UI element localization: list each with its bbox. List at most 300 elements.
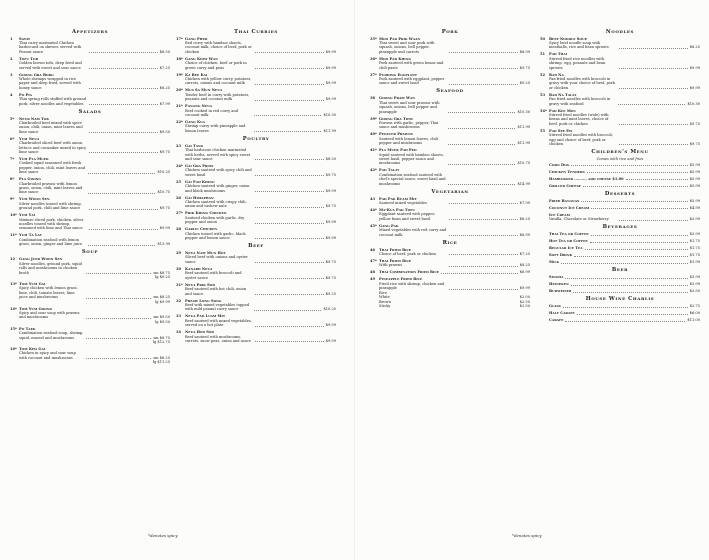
item-number: 44* [370,208,377,213]
dot-leader [449,235,517,236]
menu-item [176,196,336,209]
menu-item [370,224,530,237]
dot-leader [590,242,688,243]
menu-item [176,88,336,101]
item-description: Beef sauteed with mixed vegetables, served on a hot plate [185,318,252,328]
item-number: 43 [370,196,376,201]
item-description-row [176,184,336,193]
item-option-price: lg $9.50 [155,319,170,324]
item-name: Grilled Cheese [549,183,582,188]
item-price: $9.99 [519,286,531,291]
menu-item [540,253,700,257]
item-description-row [370,228,530,237]
item-option-label [19,360,153,364]
item-name: Yum Yai [19,213,36,218]
item-description-row [10,238,170,247]
menu-item [10,197,170,210]
item-price: $9.75 [325,172,337,177]
menu-item-row [540,177,700,181]
item-description: Stirred fried noodles (wide) with beans and mint leaves, choice of beef, pork or chicken [549,112,609,126]
item-name: Rad Na Talay [549,92,577,97]
dot-leader [89,88,157,89]
menu-item [540,311,700,315]
item-description-row [370,282,530,291]
item-option-price: lg $9.99 [155,299,170,304]
item-description: Pork sauteed with eggplant, pepper sauce and sweet basil [379,76,445,86]
item-number: 45* [370,223,377,228]
menu-column-4 [540,26,700,325]
section-title: Beer [611,267,629,274]
dot-leader [255,68,323,69]
item-description: Silver noodles tossed with shrimp, ground pork, chili and lime sauce [19,201,82,211]
menu-item-row [540,246,700,250]
menu-item [10,137,170,155]
menu-item [540,246,700,250]
item-name: Thai Tea or Coffee [549,232,589,237]
item-price: $9.75 [325,204,337,209]
item-number: 51 [540,52,546,57]
dot-leader [255,223,323,224]
menu-item [176,57,336,70]
item-price: $7.99 [519,201,531,206]
menu-item [370,270,530,274]
item-description: Chicken sauteed with ginger, onion and black mushrooms [185,184,250,193]
item-description: Pan fried noodles with broccoli in gravy with seafood [549,97,611,106]
menu-item [370,96,530,114]
item-number: 46 [370,247,376,252]
item-description-row [540,217,700,221]
item-description: Whole shrimps wrapped in rice paper and deep fried, served with honey sauce [19,76,81,90]
item-name: Gang Jued Woon Sen [19,257,63,262]
item-price: $5.99 [689,162,700,167]
item-number: 36* [370,56,377,61]
item-name: Ice Cream [549,212,570,217]
item-name: Gang Phed [185,36,208,41]
dot-leader [89,68,157,69]
item-name: Neua Pad Luam Mit [185,314,226,319]
dot-leader [626,179,688,180]
item-description-row [176,287,336,296]
dot-leader [254,131,321,132]
item-number: 3 [10,72,13,77]
dot-leader [618,104,685,105]
item-price: $10.75 [157,190,171,195]
item-description-row [540,41,700,50]
item-name: Gai Tang [185,143,204,148]
item-description-row [540,113,700,126]
item-name: Tom Yum Goong [19,306,53,311]
item-price: $1.99 [689,260,700,265]
item-number: 27* [176,211,183,216]
item-option-row [10,320,170,324]
item-price: $8.25 [519,263,531,268]
item-number: 9* [10,197,15,202]
item-description: Fried rice with shrimp, chicken and pineapple [379,281,445,291]
item-number: 52 [540,72,546,77]
item-description: Beef sauteed with mushrooms, carrots, snow peas, onion and sauce [185,334,252,343]
menu-item [370,148,530,166]
dot-leader [255,84,323,85]
menu-item [10,327,170,345]
menu-item [176,37,336,55]
item-description-row [176,148,336,161]
dot-leader [449,68,517,69]
item-number: 16* [10,346,17,351]
dot-leader [565,321,685,322]
item-description: Squid sauteed with bamboo shoots, sweet basil, pepper sauce and mushrooms [379,152,444,166]
page-fold [354,0,355,560]
item-description: Sauteed mixed vegetables [379,201,427,206]
menu-item [176,330,336,343]
dot-leader [254,115,321,116]
dot-leader [574,256,688,257]
item-price: $9.75 [159,150,171,154]
menu-item [176,180,336,193]
dot-leader [89,104,157,105]
dot-leader [255,100,323,101]
item-price: $8.50 [159,49,171,54]
menu-item [540,73,700,91]
menu-item [540,109,700,127]
item-number: 30 [176,266,182,271]
menu-item [10,213,170,231]
section-title: Thai Curries [234,28,278,35]
item-name: Pla Muek Pad Ped [379,148,417,153]
item-description: Choice of beef, pork or chicken [379,252,436,257]
item-description-row [176,303,336,312]
item-price: $10.50 [687,101,701,106]
item-description-row [176,216,336,225]
item-name: Po Taek [19,326,36,331]
item-option-row [370,304,530,308]
item-description: Spicy chicken with lemon grass, lime, chili, tomato leaves, lime juice and mushrooms [19,286,78,300]
item-price: $9.99 [325,188,337,193]
menu-item-row [540,253,700,257]
item-price: $8.25 [519,216,531,221]
item-number: 21* [176,104,183,109]
item-description-row [370,212,530,221]
item-name: Chicken Tenders [549,169,585,174]
menu-item [540,93,700,106]
item-description: Sliced beef with onions and oyster sauce [185,255,248,264]
dot-leader [255,294,323,295]
item-description-row [370,137,530,146]
dot-leader [448,144,515,145]
item-number: 5* [10,116,15,121]
item-price: $2.75 [689,304,700,309]
item-option-label: White [379,295,390,300]
item-number: 20* [176,88,183,93]
item-description-row [10,121,170,134]
item-price: $10.75 [517,161,531,166]
item-price: $9.99 [325,65,337,70]
item-price: $4.99 [689,205,700,210]
dot-leader [89,152,157,153]
item-price: $9.75 [689,142,701,146]
dot-leader [255,238,323,239]
menu-item-row [540,304,700,308]
item-description-row [10,218,170,231]
item-option-price: lg $11.25 [152,360,170,365]
dot-leader [89,132,157,133]
item-description-row [176,93,336,102]
item-price: $8.99 [519,270,530,275]
item-price: $9.99 [159,226,171,231]
menu-item [540,213,700,222]
item-name: Kanard Neua [185,266,213,271]
section-title: Beverages [602,224,638,231]
menu-item [10,117,170,135]
item-description: Thai curry marinated Chicken barbecued on skewer, served with Peanut sauce [19,40,82,54]
menu-item-row [540,289,700,293]
item-number: 48 [370,270,376,275]
item-price: $6.00 [689,311,700,316]
menu-item [370,259,530,268]
item-number: 2 [10,56,13,61]
dot-leader [448,128,515,129]
menu-item-row [540,318,700,322]
dot-leader [563,307,688,308]
item-name: Soft Drink [549,253,573,258]
item-name: Gang Kua [185,119,205,124]
item-number: 26 [176,195,182,200]
item-description-row [176,200,336,209]
item-name: Yum Pla Muek [19,157,49,161]
item-name: Milk [549,260,560,265]
menu-item [540,199,700,203]
dot-leader [254,310,321,311]
item-description-row [176,271,336,280]
spicy-footnote-right: *denotes spicy [512,533,542,538]
item-description: With prawns [379,263,403,268]
item-price: $3.99 [689,275,700,280]
item-description-row [10,41,170,54]
menu-item [540,232,700,236]
item-name: Pineapple Fried Rice [379,277,423,282]
item-price: $9.25 [519,81,531,86]
item-name: Tom Yum Gai [19,281,46,286]
dot-leader [255,175,323,176]
menu-item [176,164,336,177]
item-name: Pad Kee Mou [549,108,577,113]
item-description: Charbroiled beef mixed with spice onion, chili, onion, mint leaves and lime sauce [19,120,83,134]
item-price: $3.50 [689,289,700,294]
item-description-row [176,255,336,264]
item-description: Shrimp curry with pineapple and lemon leaves [185,124,246,133]
menu-item [540,37,700,50]
item-name: Preaw Long Song [185,298,222,303]
item-number: 10* [10,213,17,218]
item-description: Chicken sauteed with spicy chili and sweet basil [185,168,252,177]
item-number: 31* [176,282,183,287]
item-description: Beef with mixed vegetables topped with mild peanut curry sauce [185,302,250,312]
item-description: Beef cooked in red curry and coconut milk [185,108,239,117]
menu-item [176,120,336,133]
menu-item-row [540,239,700,243]
item-description-row [10,286,170,299]
item-price: $8.50 [325,157,337,161]
item-price: $9.75 [325,259,337,264]
dot-leader [255,159,323,160]
item-option-label [19,320,155,324]
menu-item [540,260,700,264]
item-description-row [10,97,170,106]
item-description-row [10,202,170,211]
item-name: Satay [19,36,31,41]
menu-item [10,257,170,279]
item-name: Pudding Eggplant [379,72,418,77]
item-description-row [540,57,700,70]
dot-leader [619,144,687,145]
item-number: 32 [176,298,182,303]
item-price: $10.25 [323,307,337,312]
dot-leader [88,193,155,194]
dot-leader [89,209,157,210]
dot-leader [449,52,517,53]
item-option-price: $2.00 [519,295,530,300]
menu-item [370,117,530,130]
item-description: Thai barbecue chicken marinated with herbs, served with spicy sweet and sour sauce [185,148,251,161]
item-name: Thai Combination Fried Rice [379,270,440,275]
item-name: Gai Himaphan [185,195,214,200]
item-description-row [370,173,530,186]
item-name: Regular Ice Tea [549,246,583,251]
item-description: Stirred fried noodles with broccoli, egg and choice of beef, pork or chicken [549,133,613,146]
menu-item [540,318,700,322]
item-price: $9.99 [325,220,337,225]
section-title: House Wine Chablis [585,296,655,303]
item-description: Beef sauteed with broccoli and oyster sauce [185,271,242,280]
item-description-row [370,263,530,267]
item-option-price: $2.50 [519,299,530,304]
item-name: Mus Sa Mun Neua [185,88,223,93]
item-description: Thai sweet and sour pork with squash, onions, bell pepper, pineapple and carrots [379,40,435,54]
item-name: Thai Fried Rice [379,247,412,252]
item-name: Goong Gra Tiem [379,116,413,121]
item-name: Beef Noodle Soup [549,36,587,41]
dot-leader [619,124,687,125]
item-price: $1.75 [689,253,700,258]
dot-leader [573,292,687,293]
item-price: $11.99 [517,125,531,130]
item-name: Fried Bananas [549,198,580,203]
item-name: Thai Fried Rice [379,259,412,264]
dot-leader [86,338,151,339]
item-price: $7.25 [159,65,171,70]
item-description-row [10,141,170,154]
menu-item-row [540,170,700,174]
item-description: Eggplant sauteed with pepper, yellow bean and sweet basil [379,212,435,221]
menu-item [370,208,530,221]
item-number: 54* [540,108,547,113]
dot-leader [449,266,517,267]
menu-item [540,184,700,188]
item-name: Moo Pad Prik Waan [379,36,421,41]
menu-item [176,211,336,224]
section-title: Desserts [604,190,636,197]
item-description: Stirred fried rice noodles with shrimp, egg, peanuts and bean sprouts [549,56,606,70]
dot-leader [255,52,323,53]
item-number: 25 [176,179,182,184]
item-number: 39* [370,116,377,121]
dot-leader [449,289,517,290]
item-description-row [370,101,530,114]
menu-item [540,275,700,279]
item-number: 38 [370,96,376,101]
item-number: 13* [10,281,17,286]
dot-leader [619,68,687,69]
item-number: 29 [176,251,182,256]
menu-item [10,157,170,175]
menu-item [176,314,336,327]
dot-leader [448,164,515,165]
item-price: $14.99 [517,181,531,186]
item-description: Combination seafood sauteed with chef's special sauce, sweet basil and mushrooms [379,172,446,186]
item-price: $3.99 [689,217,701,222]
item-description-row [176,41,336,54]
section-subtitle: Comes with rice and fries [596,157,644,161]
item-description-row [540,133,700,146]
item-name: Goong Gra Borg [19,72,54,77]
item-description: Spicy and sour soup with prawns and mushrooms [19,310,80,320]
dot-leader [441,273,518,274]
item-number: 15* [10,326,17,331]
item-price: $5.99 [689,183,700,188]
item-name: Half Carafe [549,311,575,316]
item-description: Combination seafood soup, shrimp, squid, mussel and mushrooms [19,331,84,340]
section-title: Noodles [605,28,635,35]
item-price: $8.25 [689,45,701,50]
item-price: $9.99 [325,323,337,328]
menu-item [176,144,336,162]
item-description-row [176,109,336,118]
section-title: Salads [78,108,102,115]
menu-item-row [540,311,700,315]
item-name: Yum Woon Sen [19,197,50,202]
item-description-row [10,262,170,275]
item-price: $9.99 [325,97,337,102]
dot-leader [449,219,517,220]
dot-leader [86,318,151,319]
item-number: 22* [176,119,183,124]
item-price: $1.75 [689,246,700,251]
dot-leader [585,249,688,250]
section-title: Beef [248,243,264,250]
item-price: $7.25 [519,252,531,257]
section-title: Rice [442,239,458,246]
item-option-label [19,300,155,304]
item-number: 11* [10,233,17,238]
item-name: Panang Neua [185,104,213,109]
item-number: 12 [10,257,16,262]
item-number: 18* [176,56,183,61]
item-name: Goong Pram Wan [379,96,416,101]
item-option-row [10,340,170,344]
dot-leader [583,186,688,187]
menu-item [370,132,530,145]
section-title: Soup [81,249,99,256]
item-name: Budweiser [549,289,572,294]
item-description: Chicken in spicy and sour soup with coconut and mushrooms [19,351,76,360]
menu-item [10,93,170,106]
item-price: $8.25 [159,85,171,90]
item-description: Thai spring rolls stuffed with ground pork, silver noodles and vegetables [19,97,87,106]
menu-column-3 [370,26,530,311]
item-option-row [10,275,170,279]
menu-item [10,57,170,70]
menu-item [176,267,336,280]
item-description: Combination seafood with lemon grass, onion, ginger and lime juice [19,237,83,247]
